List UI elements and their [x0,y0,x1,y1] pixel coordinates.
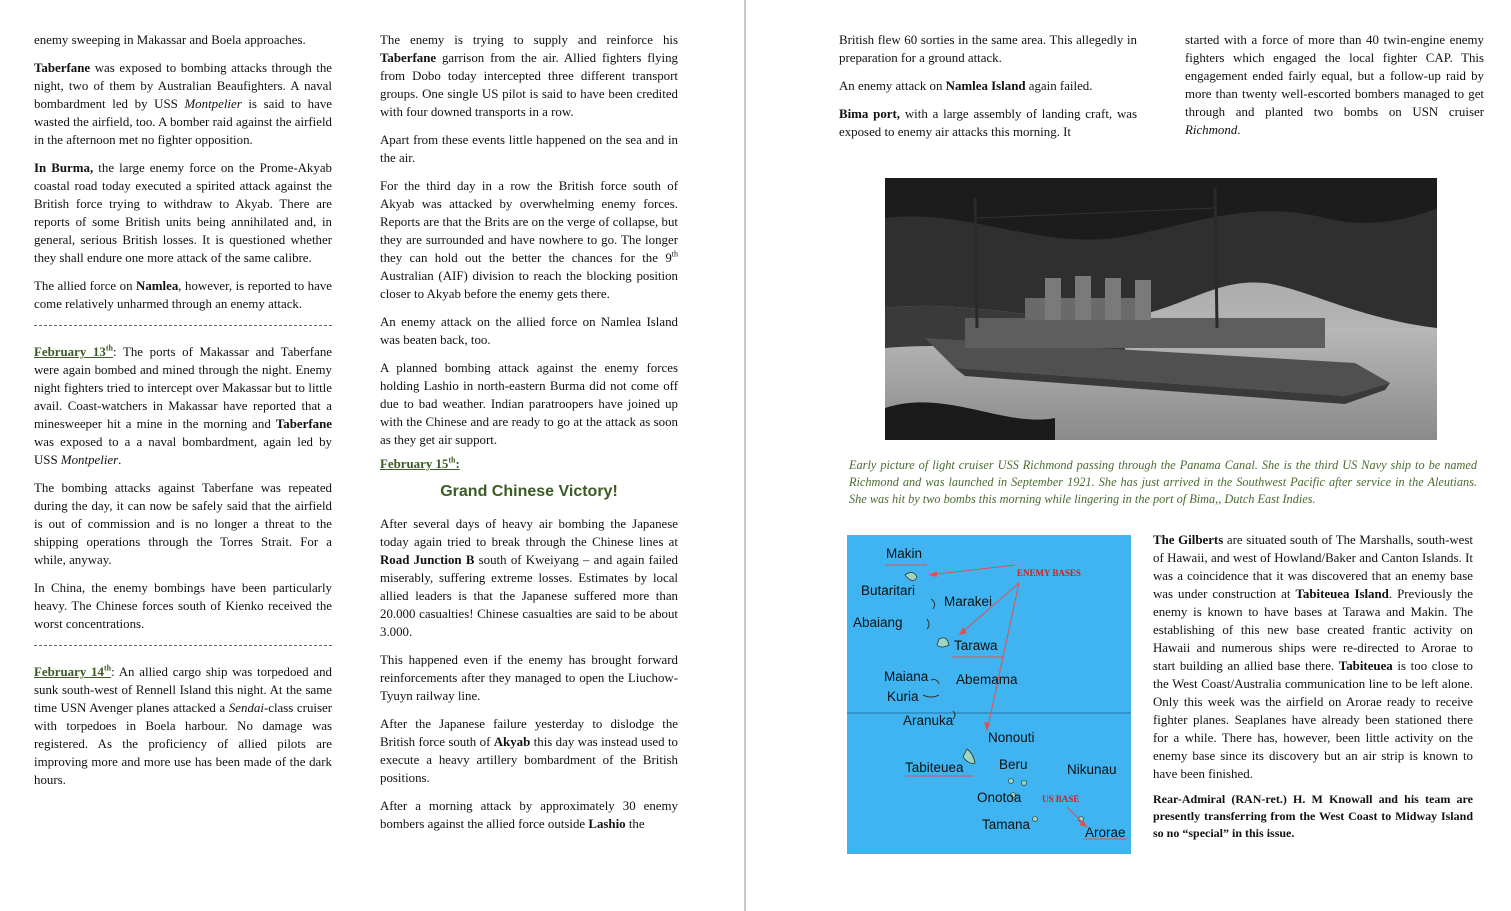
paragraph-feb-14: February 14th: An allied cargo ship was torpedoed and sunk south-west of Rennell Island this night. At the same time USN Avenger planes attacked a Sendai-class cruiser with torpedoes in Boela harbour. No damage was registered. As the proficiency of allied pilots are improving more and more use has been made of the dark hours. [34,663,332,787]
gilbert-islands-map [847,535,1131,854]
divider [34,325,332,326]
gilberts-column [1153,531,1473,852]
paragraph: An enemy attack on the allied force on Namlea Island was beaten back, too. [380,315,678,347]
page-gutter [744,0,746,911]
column-2 [380,31,678,843]
island-label: Makin [886,546,923,561]
paragraph: An enemy attack on Namlea Island again failed. [839,79,1093,93]
island-label: Nikunau [1067,762,1117,777]
paragraph: In China, the enemy bombings have been particularly heavy. The Chinese forces south of Kienko received the worst concentrations. [34,581,332,631]
paragraph: started with a force of more than 40 twin-engine enemy fighters which engaged the local fighter CAP. This engagement ended fairly equal, but a follow-up raid by more than twenty well-escorted bombers managed to get through and planted two bombs on USN cruiser Richmond. [1185,33,1484,137]
paragraph: A planned bombing attack against the enemy forces holding Lashio in north-eastern Burma did not come off due to bad weather. Indian paratroopers have joined up with the Chinese and are ready to go at the attack as soon as they get air support. [380,361,678,447]
island-label: Arorae [1085,825,1126,840]
island-label: Nonouti [988,730,1035,745]
island-label: Abaiang [853,615,903,630]
divider [34,645,332,646]
island-label: Tamana [982,817,1031,832]
paragraph: After a morning attack by approximately 30 enemy bombers against the allied force outside Lashio the [380,799,678,831]
column-4 [1185,31,1484,149]
paragraph: The bombing attacks against Taberfane was repeated during the day, it can now be safely said that the airfield is out of commission and is no longer a threat to the shipping operations through the Torres Strait. For a while, anyway. [34,481,332,567]
island-label: Maiana [884,669,929,684]
paragraph: Apart from these events little happened on the sea and in the air. [380,133,678,165]
island-label: Abemama [956,672,1018,687]
editor-note: Rear-Admiral (RAN-ret.) H. M Knowall and his team are presently transferring from the West Coast to Midway Island so no “special” in this issue. [1153,792,1473,840]
headline: Grand Chinese Victory! [440,483,618,500]
photo-caption: Early picture of light cruiser USS Richmond passing through the Panama Canal. She is the third US Navy ship to be named Richmond and was launched in September 1921. She has just arrived in the Southwest Pacific after service in the Aleutians. She was hit by two bombs this morning while lingering in the port of Bima,, Dutch East Indies. [849,458,1477,506]
island-label: Beru [999,757,1028,772]
paragraph: After several days of heavy air bombing the Japanese today again tried to break through the Chinese lines at Road Junction B south of Kweiyang – and again failed miserably, suffering extreme losses. Estimates by local allied leaders is that the Japanese suffered more than 20.000 casualties! Chinese casualties are said to be about 3.000. [380,517,678,639]
us-base-label: US BASE [1042,794,1080,804]
island-label: Tabiteuea [905,760,964,775]
island-label: Marakei [944,594,993,609]
column-3 [839,31,1137,151]
column-1 [34,31,332,799]
island-label: Kuria [887,689,919,704]
date-heading: February 14th [34,663,112,679]
paragraph: enemy sweeping in Makassar and Boela approaches. [34,33,306,47]
paragraph: Bima port, with a large assembly of landing craft, was exposed to enemy air attacks this morning. It [839,107,1137,139]
date-heading: February 13th [34,343,113,359]
paragraph: The allied force on Namlea, however, is reported to have come relatively unharmed through an enemy attack. [34,279,333,311]
date-heading-feb-15: February 15th: [380,455,460,471]
island-label: Onotoa [977,790,1022,805]
paragraph: After the Japanese failure yesterday to dislodge the British force south of Akyab this day was instead used to execute a heavy artillery bombardment of the British positions. [380,717,678,785]
island-label: Aranuka [903,713,954,728]
paragraph: British flew 60 sorties in the same area. This allegedly in preparation for a ground attack. [839,33,1137,65]
enemy-bases-label: ENEMY BASES [1017,568,1081,578]
paragraph: The Gilberts are situated south of The Marshalls, south-west of Hawaii, and west of Howland/Baker and Canton Islands. It was a coincidence that it was discovered that an enemy base was under construction at Tabiteuea Island. Previously the enemy is known to have bases at Tarawa and Makin. The establishing of this new base created frantic activity on Hawaii and numerous ships were re-directed to Arorae to start building an allied base there. Tabiteuea is too close to the West Coast/Australia communication line to be left alone. Only this week was the airfield on Arorae ready to receive fighter planes. Seaplanes have already been stationed there for a while. There has, however, been little activity on the enemy base since its discovery but an air strip is known to have been finished. [1153,533,1473,781]
island-label: Butaritari [861,583,916,598]
paragraph-feb-13: February 13th: The ports of Makassar and Taberfane were again bombed and mined through the night. Enemy night fighters tried to intercept over Makassar but to little avail. Coast-watchers in Makassar have reported that a minesweeper hit a mine in the morning and Taberfane was exposed to a a naval bombardment, again led by USS Montpelier. [34,343,332,467]
paragraph: In Burma, the large enemy force on the Prome-Akyab coastal road today executed a spirited attack against the British force trying to withdraw to Akyab. There are reports of some British units being annihilated and, in general, serious British losses. It is questioned whether they shall endure one more attack of the same calibre. [34,161,332,265]
cruiser-photo [885,178,1437,440]
paragraph: The enemy is trying to supply and reinforce his Taberfane garrison from the air. Allied fighters flying from Dobo today intercepted three different transport groups. One single US pilot is said to have been credited with four downed transports in a row. [380,33,678,119]
paragraph: This happened even if the enemy has brought forward reinforcements after they managed to open the Liuchow-Tyuyn railway line. [380,653,678,703]
island-label: Tarawa [954,638,998,653]
paragraph: For the third day in a row the British force south of Akyab was attacked by overwhelming enemy forces. Reports are that the Brits are on the verge of collapse, but they are surrounded and have nowhere to go. The longer they can hold out the better the chances for the 9th Australian (AIF) division to reach the blocking position closer to Akyab before the enemy gets there. [380,179,678,301]
paragraph: Taberfane was exposed to bombing attacks through the night, two of them by Australian Beaufighters. A naval bombardment led by USS Montpelier is said to have wasted the airfield, too. A bomber raid against the airfield in the afternoon met no fighter opposition. [34,61,332,147]
